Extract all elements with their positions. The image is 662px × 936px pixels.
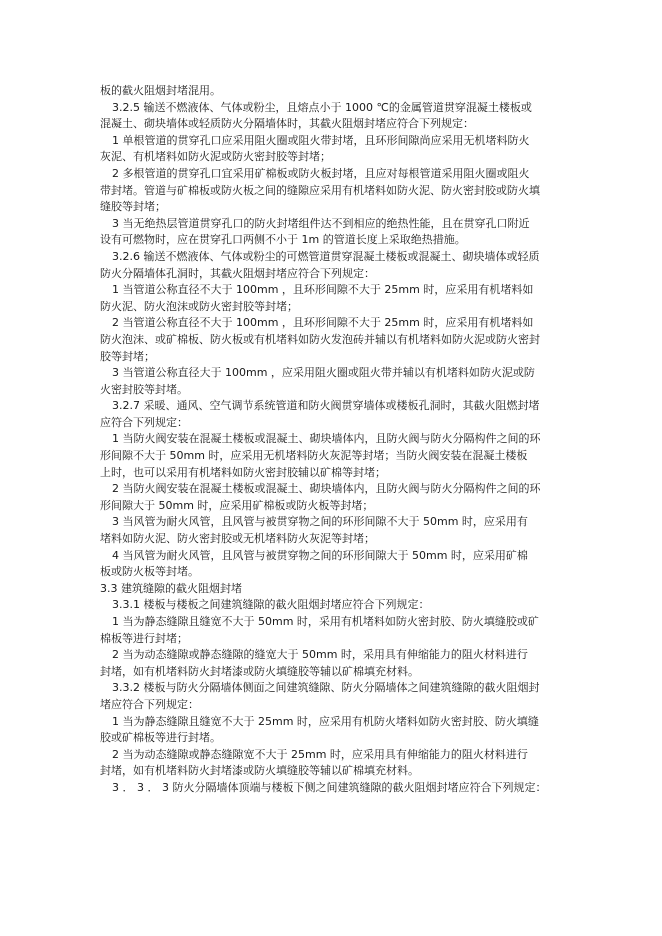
text-line: 封堵，如有机堵料防火封堵漆或防火填缝胶等辅以矿棉填充材料。 [100,664,419,678]
text-line: 防火分隔墙体孔洞时，其截火阻烟封堵应符合下列规定： [100,266,375,280]
text-line: 封堵，如有机堵料防火封堵漆或防火填缝胶等辅以矿棉填充材料。 [100,764,419,778]
text-line: 棉板等进行封堵； [100,631,188,645]
text-line: 应符合下列规定： [100,415,188,429]
text-line: 板或防火板等封堵。 [100,565,199,579]
text-line: 2 当管道公称直径不大于 100mm ，且环形间隙不大于 25mm 时，应采用有机堵料如 [112,316,534,330]
text-line: 4 当风管为耐火风管，且风管与被贯穿物之间的环形间隙大于 50mm 时，应采用矿棉 [112,548,528,562]
text-line: 2 当为动态缝隙或静态缝隙宽不大于 25mm 时，应采用具有伸缩能力的阻火材料进行 [112,747,528,761]
text-line: 1 单根管道的贯穿孔口应采用阻火圈或阻火带封堵，且环形间隙尚应采用无机堵料防火 [112,133,530,147]
text-line: 3 当风管为耐火风管，且风管与被贯穿物之间的环形间隙不大于 50mm 时，应采用有 [112,515,528,529]
text-line: 混凝土、砌块墙体或轻质防火分隔墙体时，其截火阻烟封堵应符合下列规定： [100,117,474,131]
text-line: 带封堵。管道与矿棉板或防火板之间的缝隙应采用有机堵料如防火泥、防火密封胶或防火填 [100,183,540,197]
text-line: 灰泥、有机堵料如防火泥或防火密封胶等封堵； [100,150,331,164]
text-line: 2 当为动态缝隙或静态缝隙的缝宽大于 50mm 时，采用具有伸缩能力的阻火材料进行 [112,648,528,662]
text-line: 形间隙不大于 50mm 时，应采用无机堵料防火灰泥等封堵；当防火阀安装在混凝土楼板 [100,449,528,463]
text-line: 缝胶等封堵； [100,200,166,214]
text-line: 3 当无绝热层管道贯穿孔口的防火封堵组件达不到相应的绝热性能，且在贯穿孔口附近 [112,216,530,230]
text-line: 3 ． 3 ． 3 防火分隔墙体顶端与楼板下侧之间建筑缝隙的截火阻烟封堵应符合下列规定： [112,780,547,794]
text-line: 胶等封堵； [100,349,155,363]
text-line: 1 当为静态缝隙且缝宽不大于 50mm 时，采用有机堵料如防火密封胶、防火填缝胶或矿 [112,615,539,628]
text-line: 胶或矿棉板等进行封堵。 [100,731,221,745]
text-line: 3.2.6 输送不燃液体、气体或粉尘的可燃管道贯穿混凝土楼板或混凝土、砌块墙体或轻质 [112,249,540,263]
text-line: 1 当为静态缝隙且缝宽不大于 25mm 时，应采用有机防火堵料如防火密封胶、防火填缝 [112,714,539,728]
text-line: 防火泡沫、或矿棉板、防火板或有机堵料如防火发泡砖并辅以有机堵料如防火泥或防火密封 [100,332,540,346]
text-line: 3.3.2 楼板与防火分隔墙体侧面之间建筑缝隙、防火分隔墙体之间建筑缝隙的截火阻烟封 [112,681,540,695]
text-line: 上时，也可以采用有机堵料如防火密封胶辅以矿棉等封堵； [100,465,386,479]
text-line: 3.2.5 输送不燃液体、气体或粉尘，且熔点小于 1000 ℃的金属管道贯穿混凝土楼板或 [112,100,532,114]
text-line: 3 当管道公称直径大于 100mm ，应采用阻火圈或阻火带并辅以有机堵料如防火泥或防 [112,366,535,380]
text-line: 堵应符合下列规定： [100,697,199,711]
text-line: 设有可燃物时，应在贯穿孔口两侧不小于 1m 的管道长度上采取绝热措施。 [100,233,466,247]
text-line: 形间隙大于 50mm 时，应采用矿棉板或防火板等封堵； [100,498,374,512]
text-line: 堵料如防火泥、防火密封胶或无机堵料防火灰泥等封堵； [100,532,375,546]
text-line: 1 当管道公称直径不大于 100mm ，且环形间隙不大于 25mm 时，应采用有机堵料如 [112,283,534,297]
text-line: 防火泥、防火泡沫或防火密封胶等封堵； [100,299,298,313]
text-line: 2 当防火阀安装在混凝土楼板或混凝土、砌块墙体内，且防火阀与防火分隔构件之间的环 [112,482,541,496]
text-line: 2 多根管道的贯穿孔口宜采用矿棉板或防火板封堵，且应对每根管道采用阻火圈或阻火 [112,166,530,180]
text-line: 3.3.1 楼板与楼板之间建筑缝隙的截火阻烟封堵应符合下列规定： [112,598,430,612]
text-line: 板的截火阻烟封堵混用。 [100,84,221,97]
text-line: 1 当防火阀安装在混凝土楼板或混凝土、砌块墙体内，且防火阀与防火分隔构件之间的环 [112,432,541,446]
text-line: 3.2.7 采暖、通风、空气调节系统管道和防火阀贯穿墙体或楼板孔洞时，其截火阻燃封堵 [112,399,540,413]
document-body [100,83,580,797]
text-line: 火密封胶等封堵。 [100,382,188,396]
text-line: 3.3 建筑缝隙的截火阻烟封堵 [100,581,242,595]
